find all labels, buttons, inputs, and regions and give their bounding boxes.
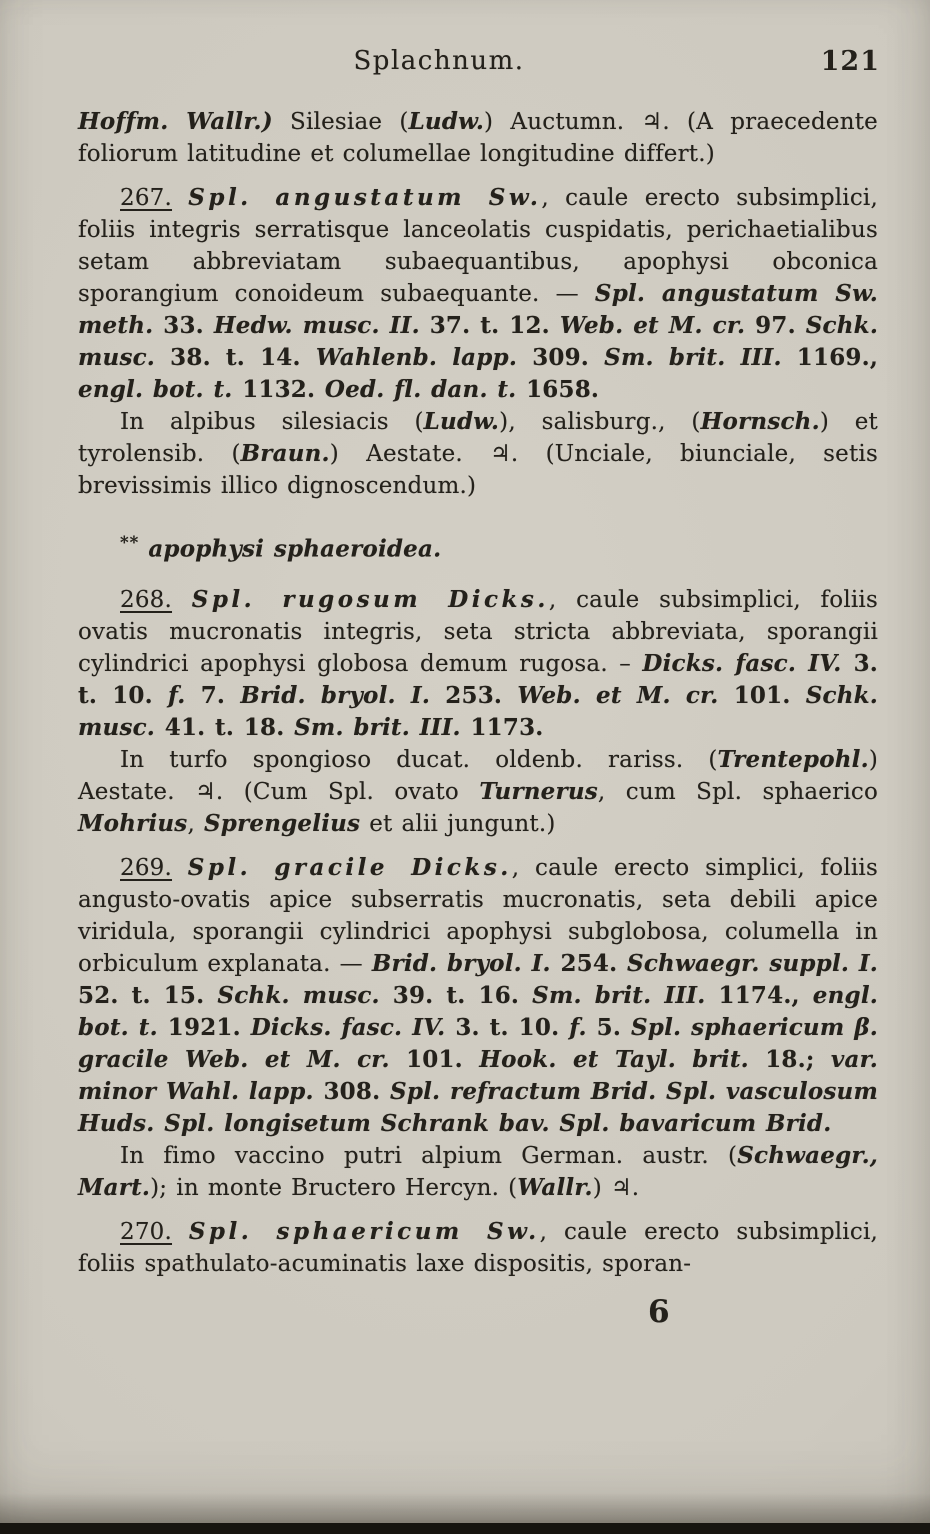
text-run: , caule subsimplici, foliis ovatis mucronatis integris, seta stricta abbreviata, sporangii cylindrici apophysi globosa demum rugosa. – (78, 586, 878, 677)
text-run: Spl. angustatum Sw. meth. (78, 280, 878, 339)
text-run: Wahlenb. lapp. (315, 344, 518, 371)
text-run: , caule erecto subsimplici, foliis integris serratisque lanceolatis cuspidatis, perichaetialibus setam abbreviatam subaequantibus, apophysi obconica sporangium conoideum subaequante. — (78, 185, 878, 307)
text-run: 309. (517, 344, 605, 371)
text-run: Trentepohl. (717, 745, 869, 773)
text-run: 267. (120, 185, 173, 211)
text-run: , cum Spl. sphaerico (597, 778, 878, 805)
text-run: 5. (586, 1013, 631, 1041)
entry-269 (78, 852, 878, 1140)
text-run: Sm. brit. III. (294, 713, 461, 741)
text-run: Schk. musc. (78, 312, 879, 371)
text-run: 41. t. 18. (155, 713, 295, 741)
text-run: Web. et M. cr. (559, 312, 746, 339)
text-run: ) Auctumn. ♃. (A praecedente foliorum latitudine et columellae longitudine differt.) (78, 109, 878, 167)
text-run: 37. t. 12. (419, 312, 560, 339)
text-run: 7. (185, 681, 241, 709)
text-run: , caule erecto subsimplici, foliis spathulato-acuminatis laxe dispositis, sporan- (78, 1218, 879, 1277)
text-run: 101. (718, 681, 806, 709)
text-run: 1173. (460, 713, 544, 741)
entry-267 (78, 182, 878, 406)
text-run: Schk. musc. (217, 981, 380, 1009)
text-run: var. minor Wahl. lapp. (78, 1045, 878, 1105)
signature-mark: 6 (648, 1293, 670, 1330)
text-run: f. (168, 681, 186, 709)
text-run: ) ♃. (592, 1174, 640, 1201)
text-run: engl. bot. t. (78, 376, 233, 403)
text-run: Ludw. (423, 408, 500, 435)
text-run: 1132. (232, 376, 325, 403)
text-run: Spl. sphaericum β. gracile Web. et M. cr. (78, 1013, 879, 1073)
section-heading-sphaeroidea (78, 526, 878, 566)
text-run: Turnerus (479, 777, 598, 805)
text-run (172, 1219, 189, 1245)
text-run: Spl. rugosum Dicks. (191, 585, 549, 613)
text-run: 18.; (748, 1045, 831, 1073)
text-run: ); in monte Bructero Hercyn. ( (150, 1174, 518, 1201)
text-run: , caule erecto simplici, foliis angusto-ovatis apice subserratis mucronatis, seta debili apice viridula, sporangii cylindrici apophysi subglobosa, columella in orbiculum explanata. — (78, 854, 878, 977)
text-run: 1169., (781, 344, 879, 371)
habitat-269 (78, 1140, 878, 1204)
text-run: f. (569, 1013, 587, 1041)
running-title: Splachnum. (353, 46, 525, 76)
text-run: 101. (389, 1045, 480, 1073)
text-run: Hook. et Tayl. brit. (479, 1045, 749, 1073)
text-run: Hedw. musc. II. (213, 312, 420, 339)
text-run (172, 587, 192, 613)
text-run: 253. (430, 681, 518, 709)
text-run: Silesiae ( (272, 109, 409, 135)
text-run: Spl. angustatum Sw. (188, 184, 542, 211)
text-run: Hoffm. Wallr.) (78, 108, 273, 135)
text-run: Wallr. (517, 1173, 593, 1201)
text-run: 33. (153, 312, 214, 339)
text-run: 3. t. 10. (445, 1013, 570, 1041)
text-run: Mohrius (78, 809, 188, 837)
text-run: 1921. (157, 1013, 251, 1041)
text-run: In turfo spongioso ducat. oldenb. rariss. ( (120, 746, 718, 773)
entry-268 (78, 584, 878, 744)
text-run: 1658. (516, 376, 600, 403)
text-run: 97. (745, 312, 806, 339)
page-header (78, 46, 880, 86)
text-block (78, 106, 878, 1280)
text-run (172, 185, 188, 211)
text-run: Braun. (240, 440, 330, 467)
text-run (172, 855, 188, 881)
text-run: et alii jungunt.) (360, 810, 556, 837)
scan-bottom-edge (0, 1523, 930, 1534)
text-run: 39. t. 16. (379, 981, 533, 1009)
text-run: 270. (120, 1218, 173, 1245)
entry-270 (78, 1216, 878, 1280)
habitat-268 (78, 744, 878, 840)
text-run: Ludw. (408, 108, 485, 135)
text-run: Sm. brit. III. (604, 344, 782, 371)
text-run: 254. (550, 949, 628, 977)
text-run: 52. t. 15. (78, 981, 218, 1009)
text-run: 38. t. 14. (155, 344, 316, 371)
text-run: ) Aestate. ♃. (Unciale, biunciale, setis brevissimis illico dignoscendum.) (78, 441, 878, 499)
text-run: 3. t. 10. (78, 649, 878, 709)
text-run: Spl. sphaericum Sw. (188, 1217, 540, 1245)
text-run: , (187, 810, 204, 837)
text-run: 1174., (705, 981, 813, 1009)
text-run: Spl. gracile Dicks. (187, 853, 512, 881)
text-run: Web. et M. cr. (517, 681, 719, 709)
text-run: Dicks. fasc. IV. (250, 1013, 446, 1041)
text-run: ) Aestate. ♃. (Cum Spl. ovato (78, 746, 878, 805)
text-run: 269. (120, 854, 173, 881)
text-run: ) et tyrolensib. ( (78, 409, 878, 467)
text-run (139, 537, 148, 563)
text-run: Brid. bryol. I. (371, 949, 551, 977)
text-run: apophysi sphaeroidea. (148, 535, 442, 563)
scan-bottom-shadow (0, 1493, 930, 1523)
habitat-267 (78, 406, 878, 502)
text-run: Oed. fl. dan. t. (324, 376, 517, 403)
text-run: Spl. refractum Brid. Spl. vasculosum Huds. Spl. longisetum Schrank bav. Spl. bavaricum Brid. (78, 1077, 878, 1137)
text-run: In alpibus silesiacis ( (120, 409, 424, 435)
text-run: Schwaegr., Mart. (78, 1141, 878, 1201)
text-run: Hornsch. (700, 408, 820, 435)
text-run: Sm. brit. III. (532, 981, 706, 1009)
text-run: 308. (313, 1077, 391, 1105)
text-run: Brid. bryol. I. (240, 681, 431, 709)
text-run: 268. (120, 586, 173, 613)
text-run: Sprengelius (203, 809, 361, 837)
text-run: Schk. musc. (78, 681, 878, 741)
text-run: Schwaegr. suppl. I. (627, 949, 879, 977)
text-run: Dicks. fasc. IV. (642, 649, 842, 677)
page-number: 121 (820, 46, 880, 77)
text-run: ** (120, 532, 140, 552)
text-run: In fimo vaccino putri alpium German. austr. ( (120, 1142, 738, 1169)
text-run: engl. bot. t. (78, 981, 878, 1041)
text-run: ), salisburg., ( (499, 409, 701, 435)
continuation-paragraph (78, 106, 878, 170)
